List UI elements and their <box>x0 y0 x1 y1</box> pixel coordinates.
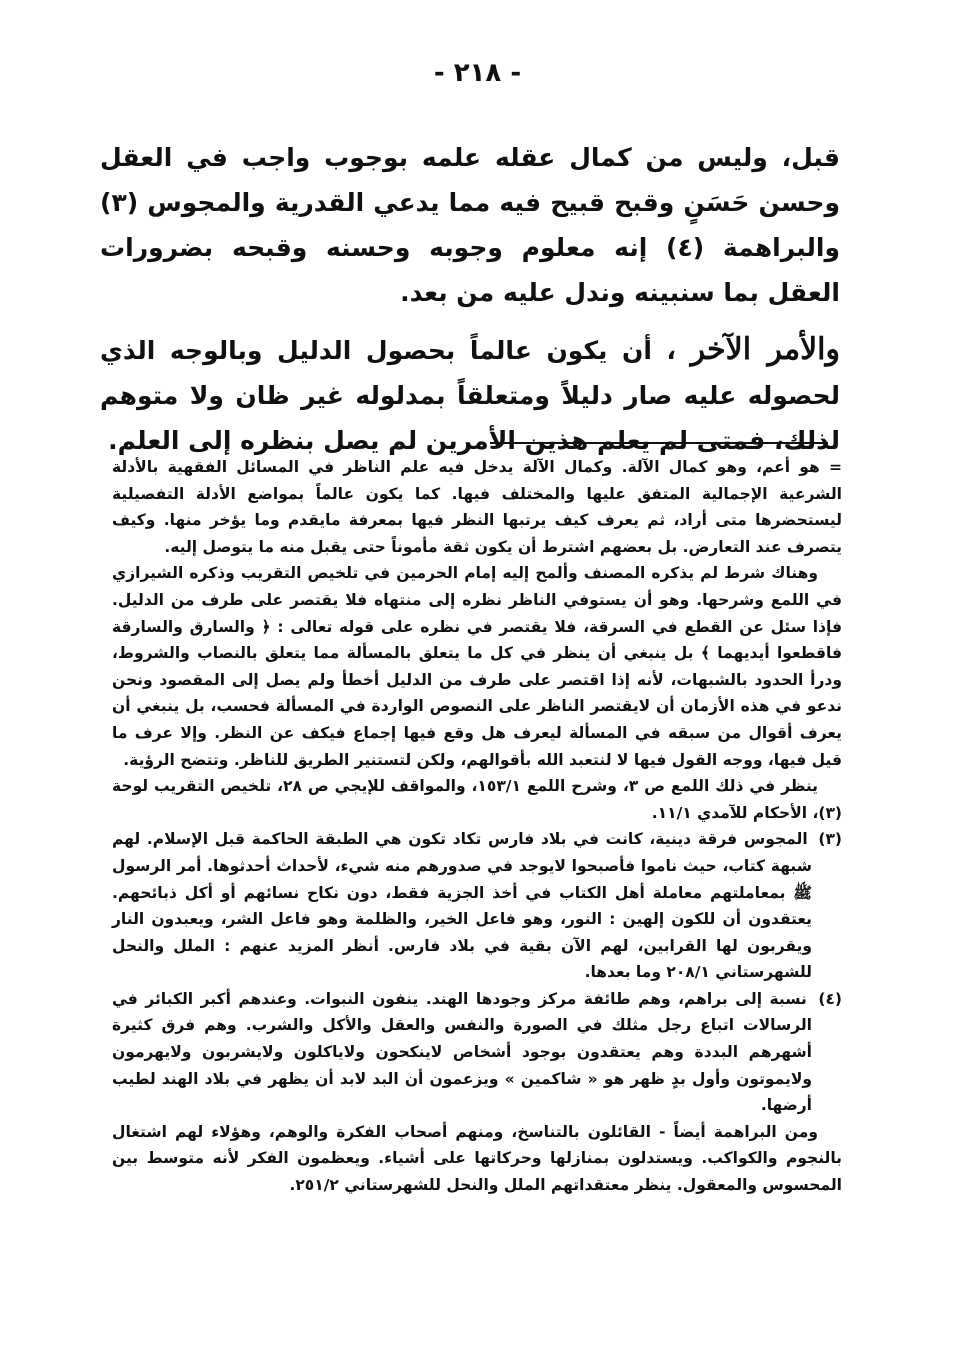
footnote-references: ينظر في ذلك اللمع ص ٣، وشرح اللمع ١٥٣/١، والمواقف للإيجي ص ٢٨، تلخيص التقريب لوحة (٣)، الأحكام للآمدي ١١/١. <box>112 777 842 822</box>
page-number: - ٢١٨ - <box>433 58 522 88</box>
footnote-separator <box>490 442 828 444</box>
footnote-4-continuation: ومن البراهمة أيضاً - القائلون بالتناسخ، ومنهم أصحاب الفكرة والوهم، وهؤلاء لهم اشتغال بالنجوم والكواكب. ويستدلون بمنازلها وحركاتها على أشياء. ويعظمون الفكر لأنه متوسط بين المحسوس والمعقول. ينظر معتقداتهم الملل والنحل للشهرستاني ٢٥١/٢. <box>112 1122 842 1195</box>
footnote-4 <box>112 986 842 1119</box>
footnote-4-marker: (٤) <box>818 989 842 1008</box>
footnote-3-text: المجوس فرقة دينية، كانت في بلاد فارس تكاد تكون هي الطبقة الحاكمة قبل الإسلام. لهم شبهة كتاب، حيث ناموا فأصبحوا لايوجد في صدورهم منه شيء، لأحداث أحدثوها. أمر الرسول ﷺ بمعاملتهم معاملة أهل الكتاب في أخذ الجزية فقط، دون نكاح نسائهم أو أكل ذبائحهم. يعتقدون أن للكون إلهين : النور، وهو فاعل الخير، والظلمة وهو فاعل الشر، ويعبدون النار ويقربون لها القرابين، لهم الآن بقية في بلاد فارس. أنظر المزيد عنهم : الملل والنحل للشهرستاني ٢٠٨/١ وما بعدها. <box>112 830 812 982</box>
main-text <box>100 135 840 475</box>
footnote-4-text: نسبة إلى براهم، وهم طائفة مركز وجودها الهند. ينفون النبوات. وعندهم أكبر الكبائر في الرسالات اتباع رجل مثلك في الصورة والنفس والعقل والأكل والشرب. وهم فرق كثيرة أشهرهم البددة وهم يعتقدون بوجود أشخاص لاينكحون ولاياكلون ولايشربون ولايهرمون ولايموتون وأول بدٍ ظهر هو « شاكمين » ويزعمون أن البد لابد أن يظهر في بلاد الهند لطيب أرضها. <box>112 989 812 1115</box>
footnote-3-marker: (٣) <box>818 830 842 849</box>
footnote-continuation-1: = هو أعم، وهو كمال الآلة. وكمال الآلة يدخل فيه علم الناظر في المسائل الفقهية بالأدلة الشرعية الإجمالية المتفق عليها والمختلف فيها. كما يكون عالماً بمواضع الأدلة التفصيلية ليستحضرها متى أراد، ثم يعرف كيف يرتبها النظر فيها بمعرفة مايقدم وما يؤخر منها. وكيف يتصرف عند التعارض. بل بعضهم اشترط أن يكون ثقة مأموناً حتى يقبل منه ما يتوصل إليه. <box>112 458 842 556</box>
footnote-3 <box>112 826 842 986</box>
footnote-continuation-2: وهناك شرط لم يذكره المصنف وألمح إليه إمام الحرمين في تلخيص التقريب وذكره الشيرازي في اللمع وشرحها. وهو أن يستوفي الناظر نظره إلى منتهاه فلا يقتصر على طرف من الدليل. فإذا سئل عن القطع في السرقة، فلا يقتصر في نظره على قوله تعالى : ﴿ والسارق والسارقة فاقطعوا أيديهما ﴾ بل ينبغي أن ينظر في كل ما يتعلق بالمسألة مما يتعلق بالنصاب والشروط، ودرأ الحدود بالشبهات، لأنه إذا اقتصر على طرف من الدليل أخطأ ولم يصل إلى المقصود ونحن ندعو في هذه الأزمان أن لايقتصر الناظر على النصوص الواردة في المسألة فحسب، بل ينبغي أن يعرف أقوال من سبقه في المسألة ليعرف هل وقع فيها إجماع فيكف عن النظر. وإلا عرف ما قيل فيها، ووجه القول فيها لا لنتعبد الله بأقوالهم، ولكن لتستنير الطريق للناظر. وتتضح الرؤية. <box>112 564 842 769</box>
main-paragraph-2-body: ، أن يكون عالماً بحصول الدليل وبالوجه الذي لحصوله عليه صار دليلاً ومتعلقاً بمدلوله غير ظان ولا متوهم لذلك، فمتى لم يعلم هذين الأمرين لم يصل بنظره إلى العلم. <box>100 336 840 455</box>
paragraph-lead-phrase: والأمر الآخر <box>690 332 840 367</box>
main-paragraph-1: قبل، وليس من كمال عقله علمه بوجوب واجب في العقل وحسن حَسَنٍ وقبح قبيح فيه مما يدعي القدرية والمجوس (٣) والبراهمة (٤) إنه معلوم وجوبه وحسنه وقبحه بضرورات العقل بما سنبينه وندل عليه من بعد. <box>100 143 840 307</box>
footnotes <box>112 454 842 1199</box>
